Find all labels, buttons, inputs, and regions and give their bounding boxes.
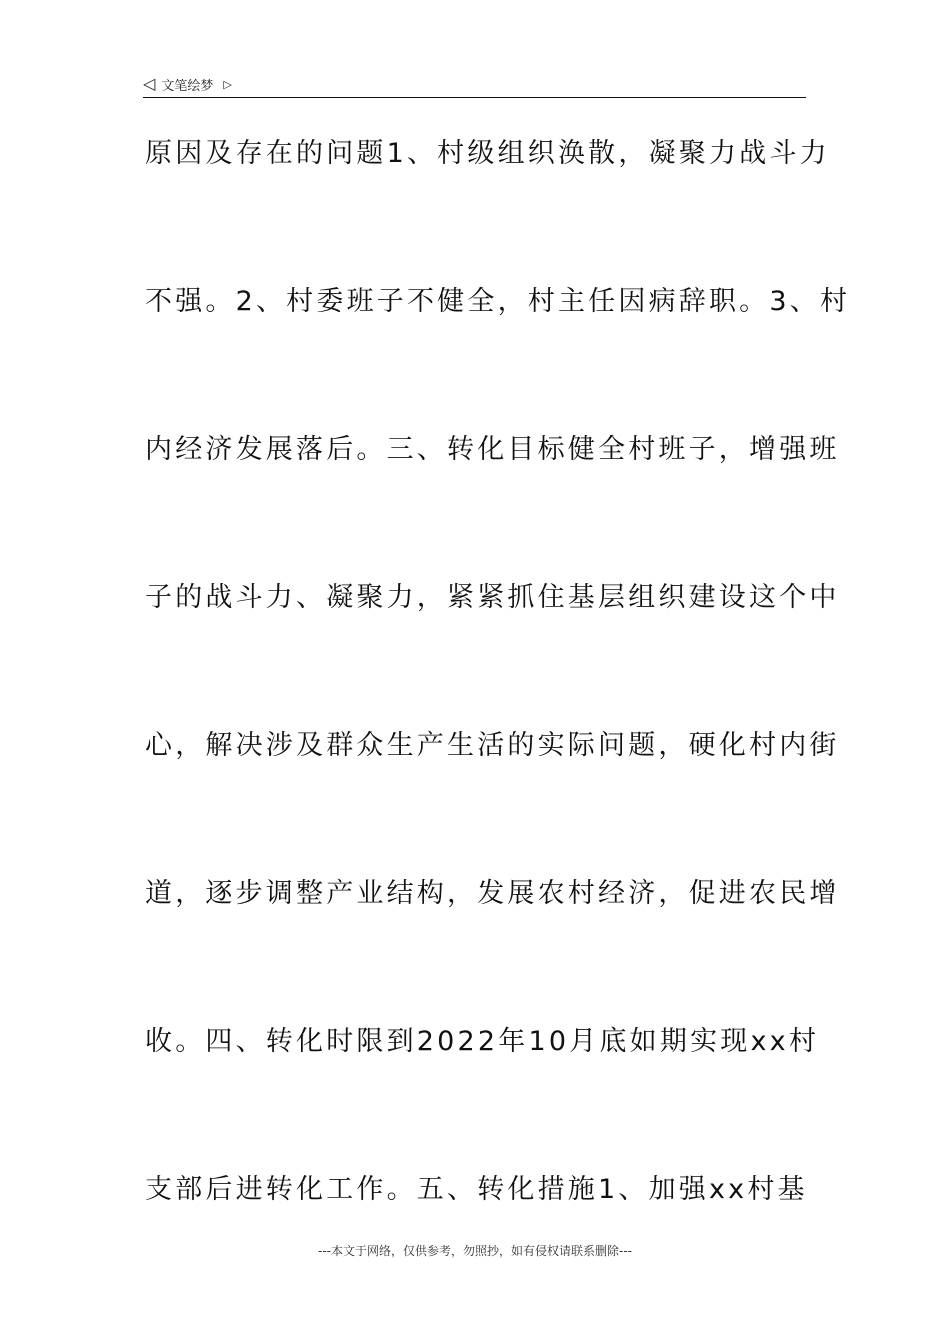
- body-line: 子的战斗力、凝聚力，紧紧抓住基层组织建设这个中: [145, 582, 840, 613]
- body-line: 内经济发展落后。三、转化目标健全村班子，增强班: [145, 434, 840, 465]
- page-header: [143, 72, 232, 96]
- body-line: 收。四、转化时限到2022年10月底如期实现xx村: [145, 1026, 820, 1057]
- body-line: 心，解决涉及群众生产生活的实际问题，硬化村内街: [145, 730, 840, 761]
- header-divider: [143, 97, 806, 98]
- body-line: 不强。2、村委班子不健全，村主任因病辞职。3、村: [145, 286, 851, 317]
- header-brand: 文笔绘梦: [161, 78, 214, 94]
- body-line: 原因及存在的问题1、村级组织涣散，凝聚力战斗力: [145, 138, 830, 169]
- body-line: 道，逐步调整产业结构，发展农村经济，促进农民增: [145, 878, 840, 909]
- left-triangle-icon: ◁: [143, 74, 156, 93]
- body-line: 支部后进转化工作。五、转化措施1、加强xx村基: [145, 1174, 808, 1205]
- document-body: [145, 115, 851, 1299]
- footer-disclaimer: ---本文于网络，仅供参考，勿照抄，如有侵权请联系删除---: [318, 1244, 632, 1258]
- right-triangle-icon: ▷: [223, 77, 232, 91]
